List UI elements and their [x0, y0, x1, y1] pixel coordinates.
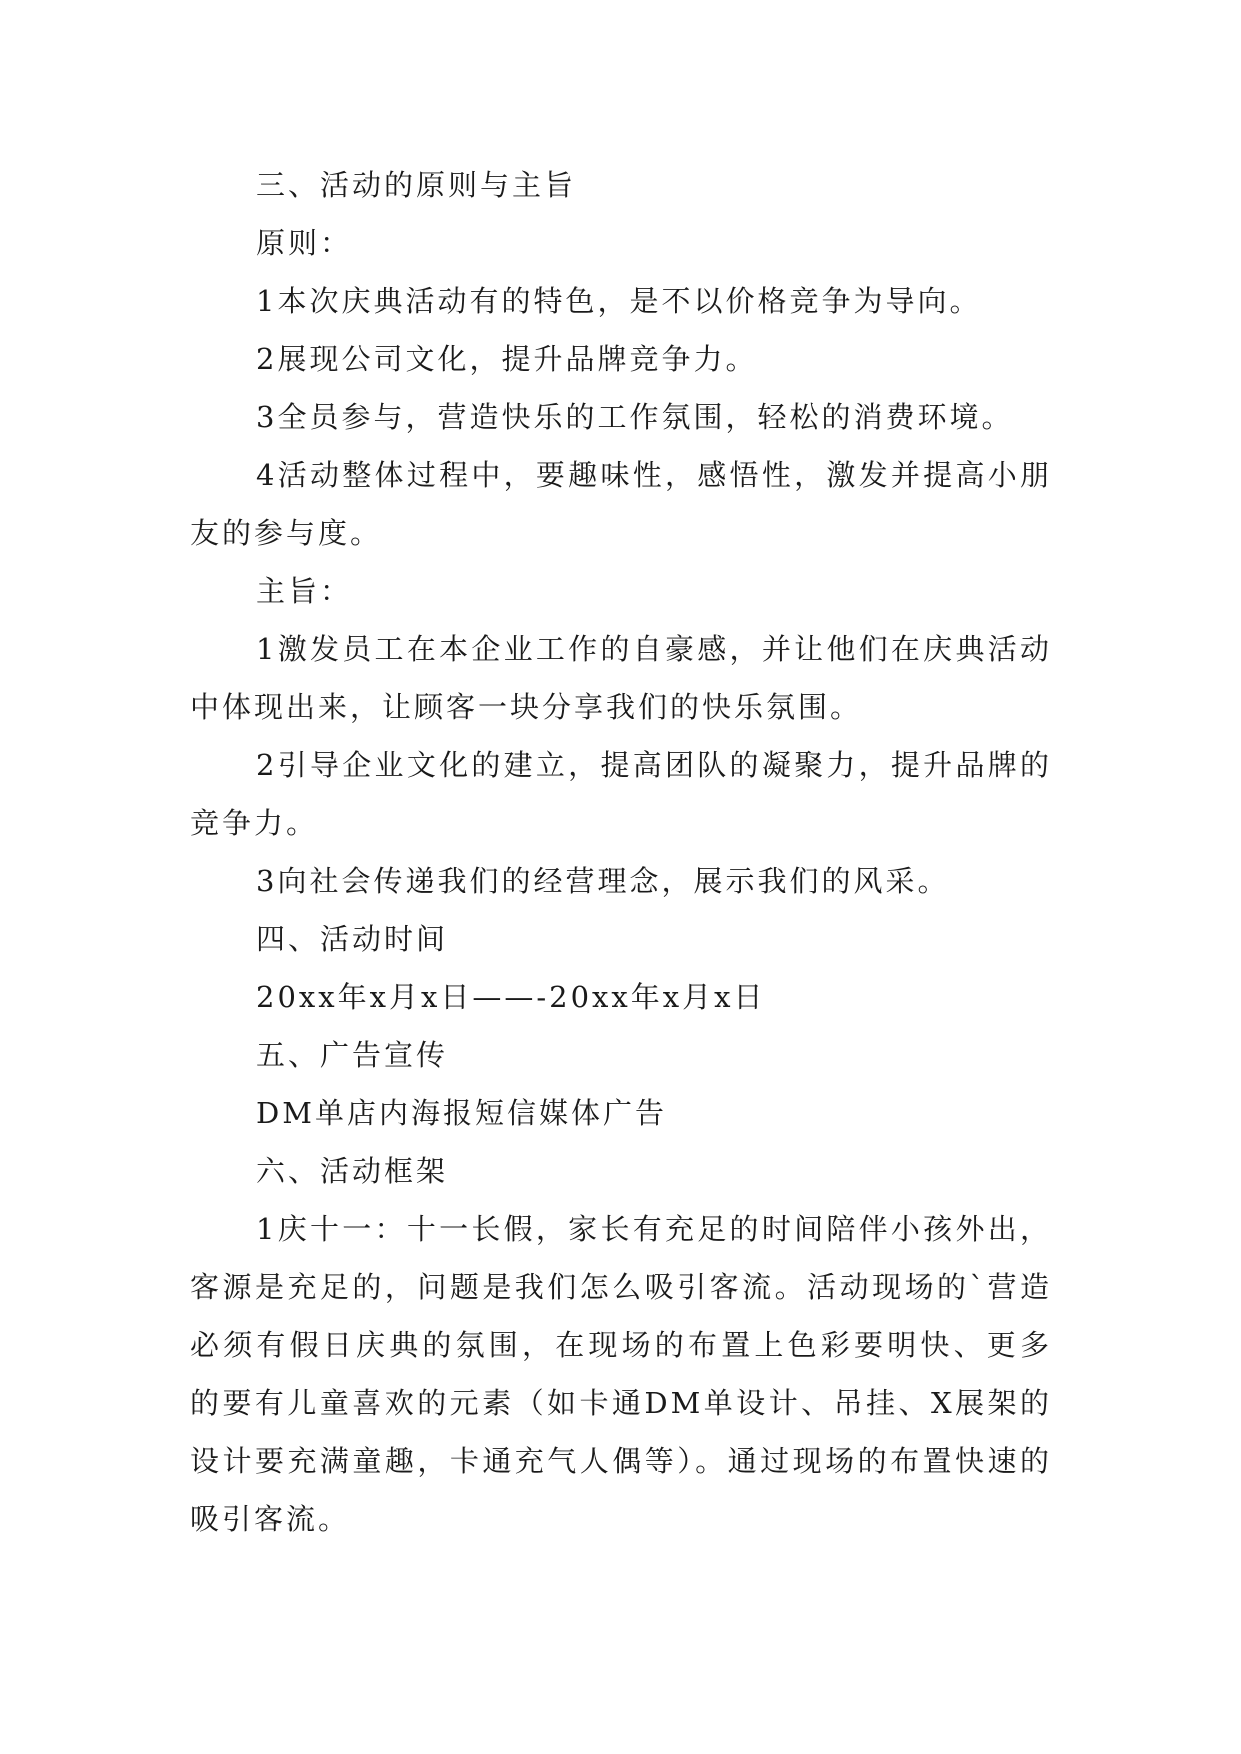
document-body — [190, 156, 1052, 1548]
advertising-channels: DM单店内海报短信媒体广告 — [256, 1096, 667, 1130]
section-heading-framework: 六、活动框架 — [256, 1154, 449, 1188]
principle-item-1: 1本次庆典活动有的特色，是不以价格竞争为导向。 — [256, 284, 982, 318]
subheading-purpose: 主旨： — [256, 574, 353, 608]
section-heading-principles: 三、活动的原则与主旨 — [256, 168, 577, 202]
subheading-principles: 原则： — [256, 226, 353, 260]
principle-item-4: 4活动整体过程中，要趣味性，感悟性，激发并提高小朋友的参与度。 — [190, 458, 1052, 550]
purpose-item-1: 1激发员工在本企业工作的自豪感，并让他们在庆典活动中体现出来，让顾客一块分享我们的快乐氛围。 — [190, 632, 1052, 724]
purpose-item-3: 3向社会传递我们的经营理念，展示我们的风采。 — [256, 864, 950, 898]
principle-item-2: 2展现公司文化，提升品牌竞争力。 — [256, 342, 758, 376]
activity-date-range: 20xx年x月x日——-20xx年x月x日 — [256, 980, 766, 1014]
principle-item-3: 3全员参与，营造快乐的工作氛围，轻松的消费环境。 — [256, 400, 1014, 434]
section-heading-time: 四、活动时间 — [256, 922, 449, 956]
framework-item-1: 1庆十一：十一长假，家长有充足的时间陪伴小孩外出，客源是充足的，问题是我们怎么吸引客流。活动现场的`营造必须有假日庆典的氛围，在现场的布置上色彩要明快、更多的要有儿童喜欢的元素（如卡通DM单设计、吊挂、X展架的设计要充满童趣，卡通充气人偶等）。通过现场的布置快速的吸引客流。 — [190, 1212, 1052, 1536]
section-heading-advertising: 五、广告宣传 — [256, 1038, 449, 1072]
purpose-item-2: 2引导企业文化的建立，提高团队的凝聚力，提升品牌的竞争力。 — [190, 748, 1052, 840]
